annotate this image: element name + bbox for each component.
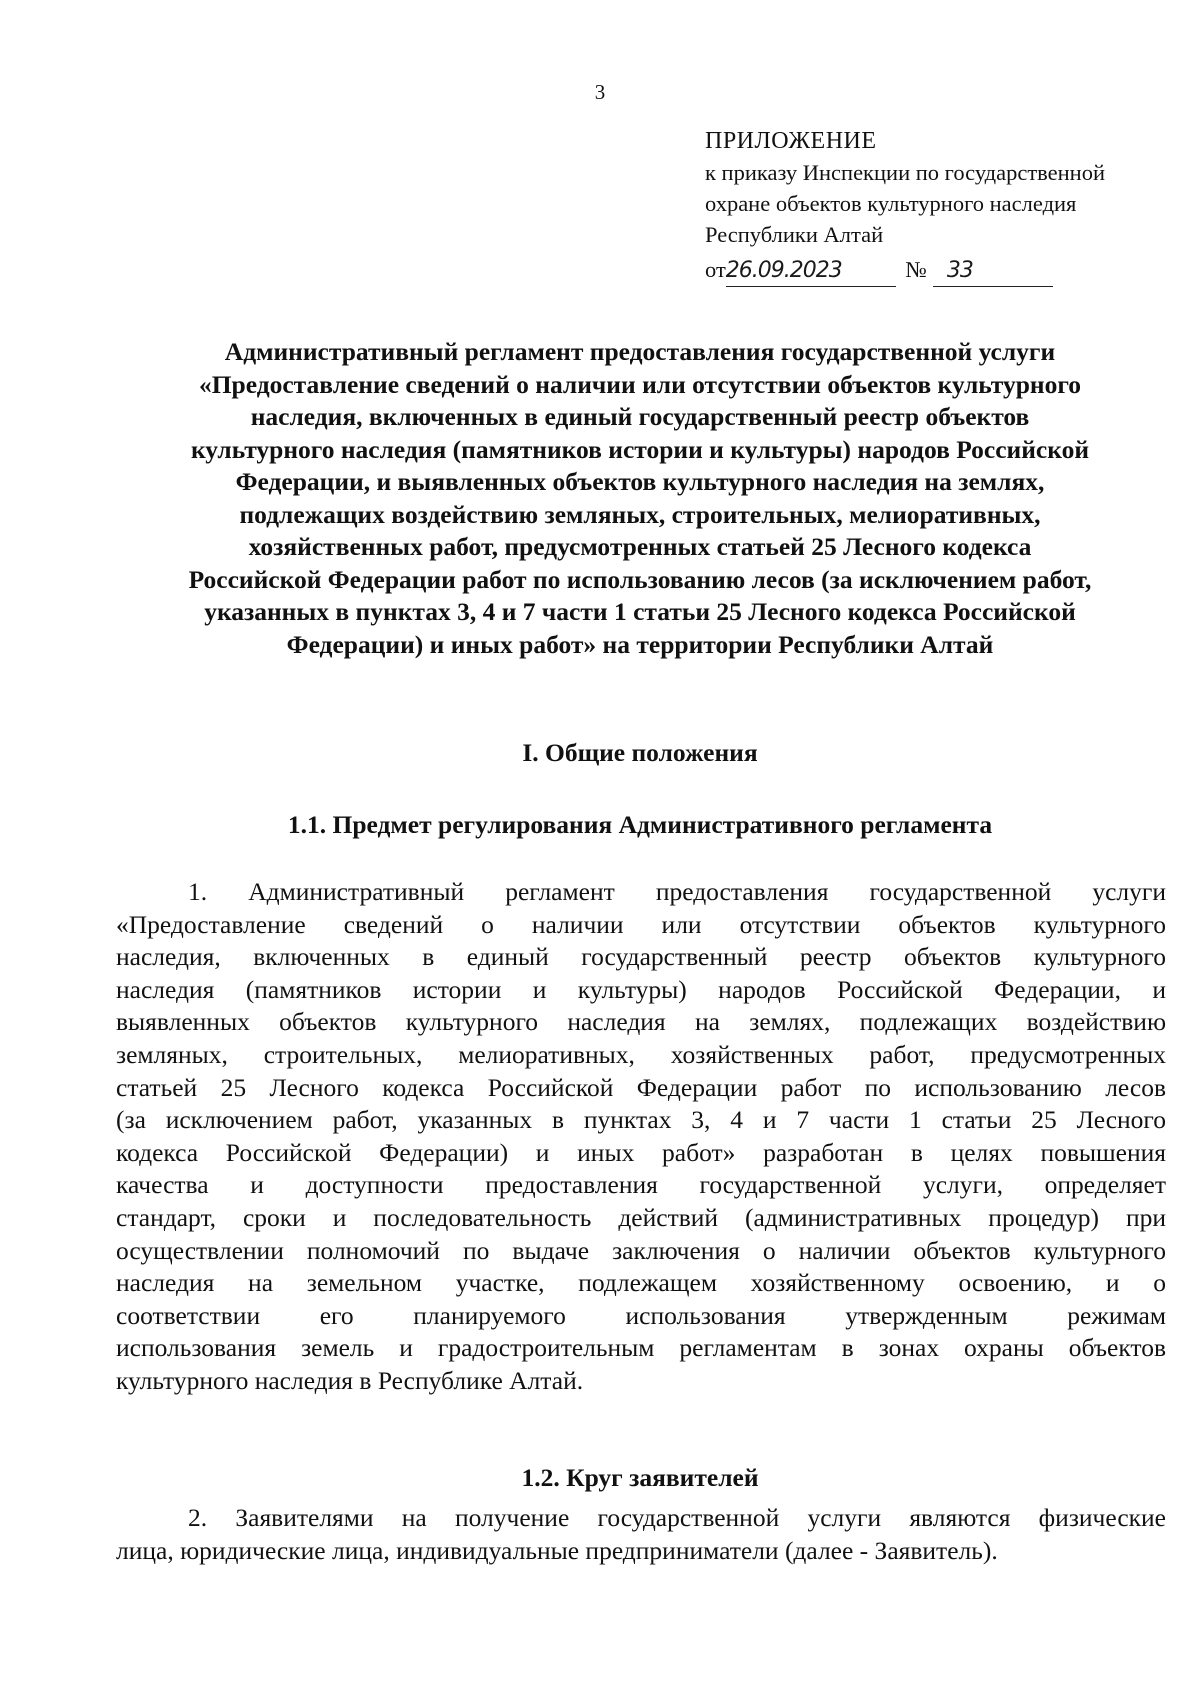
document-title	[110, 336, 1170, 661]
paragraph-line: использования земель и градостроительным регламентам в зонах охраны объектов	[116, 1333, 1166, 1363]
appendix-line: Республики Алтай	[705, 222, 884, 247]
paragraph-line: (за исключением работ, указанных в пунктах 3, 4 и 7 части 1 статьи 25 Лесного	[116, 1105, 1166, 1135]
paragraph-line: наследия (памятников истории и культуры) народов Российской Федерации, и	[116, 974, 1166, 1004]
title-line: Федерации, и выявленных объектов культурного наследия на землях,	[235, 467, 1045, 496]
paragraph-line: наследия на земельном участке, подлежащем хозяйственному освоению, и о	[116, 1268, 1166, 1298]
paragraph-line: качества и доступности предоставления государственной услуги, определяет	[116, 1170, 1166, 1200]
paragraph-line: 1. Административный регламент предоставления государственной услуги	[188, 877, 1166, 906]
appendix-line: к приказу Инспекции по государственной	[705, 160, 1106, 185]
title-line: Российской Федерации работ по использованию лесов (за исключением работ,	[188, 564, 1092, 594]
date-blank	[726, 254, 896, 287]
appendix-line: охране объектов культурного наследия	[705, 191, 1077, 216]
title-line: Административный регламент предоставления государственной услуги	[224, 337, 1056, 366]
paragraph-line: лица, юридические лица, индивидуальные предприниматели (далее - Заявитель).	[116, 1535, 998, 1565]
title-line: Федерации) и иных работ» на территории Республики Алтай	[286, 629, 994, 659]
subsection-heading: 1.2. Круг заявителей	[521, 1463, 759, 1492]
title-line: наследия, включенных в единый государственный реестр объектов	[250, 402, 1030, 431]
paragraph-line: выявленных объектов культурного наследия на землях, подлежащих воздействию	[116, 1007, 1166, 1037]
paragraph-2	[116, 1502, 1166, 1567]
page-number: 3	[594, 80, 606, 104]
handwritten-date: 26.09.2023	[725, 258, 842, 283]
title-line: подлежащих воздействию земляных, строительных, мелиоративных,	[239, 499, 1041, 529]
paragraph-line: культурного наследия в Республике Алтай.	[116, 1365, 584, 1395]
section-heading: I. Общие положения	[522, 738, 758, 767]
paragraph-line: наследия, включенных в единый государственный реестр объектов культурного	[116, 942, 1166, 972]
subsection-heading: 1.1. Предмет регулирования Административного регламента	[287, 810, 993, 839]
paragraph-line: земляных, строительных, мелиоративных, хозяйственных работ, предусмотренных	[116, 1039, 1166, 1069]
title-line: хозяйственных работ, предусмотренных статьей 25 Лесного кодекса	[248, 532, 1032, 561]
appendix-block	[705, 126, 1165, 287]
title-line: культурного наследия (памятников истории и культуры) народов Российской	[190, 434, 1090, 464]
paragraph-line: «Предоставление сведений о наличии или отсутствии объектов культурного	[116, 909, 1166, 939]
paragraph-line: кодекса Российской Федерации) и иных работ» разработан в целях повышения	[116, 1137, 1166, 1167]
paragraph-1	[116, 876, 1166, 1398]
paragraph-line: статьей 25 Лесного кодекса Российской Федерации работ по использованию лесов	[116, 1072, 1166, 1102]
number-blank	[933, 254, 1053, 287]
handwritten-number: 33	[946, 258, 973, 283]
appendix-title: ПРИЛОЖЕНИЕ	[705, 128, 877, 154]
paragraph-line: стандарт, сроки и последовательность действий (административных процедур) при	[116, 1202, 1166, 1232]
paragraph-line: осуществлении полномочий по выдаче заключения о наличии объектов культурного	[116, 1235, 1166, 1265]
title-line: «Предоставление сведений о наличии или отсутствии объектов культурного	[198, 369, 1082, 399]
title-line: указанных в пунктах 3, 4 и 7 части 1 статьи 25 Лесного кодекса Российской	[204, 597, 1076, 626]
paragraph-line: соответствии его планируемого использования утвержденным режимам	[116, 1300, 1166, 1330]
number-prefix: №	[905, 257, 927, 282]
date-prefix: от	[705, 257, 726, 282]
paragraph-line: 2. Заявителями на получение государственной услуги являются физические	[188, 1503, 1166, 1532]
order-date-number-row	[705, 254, 1165, 287]
